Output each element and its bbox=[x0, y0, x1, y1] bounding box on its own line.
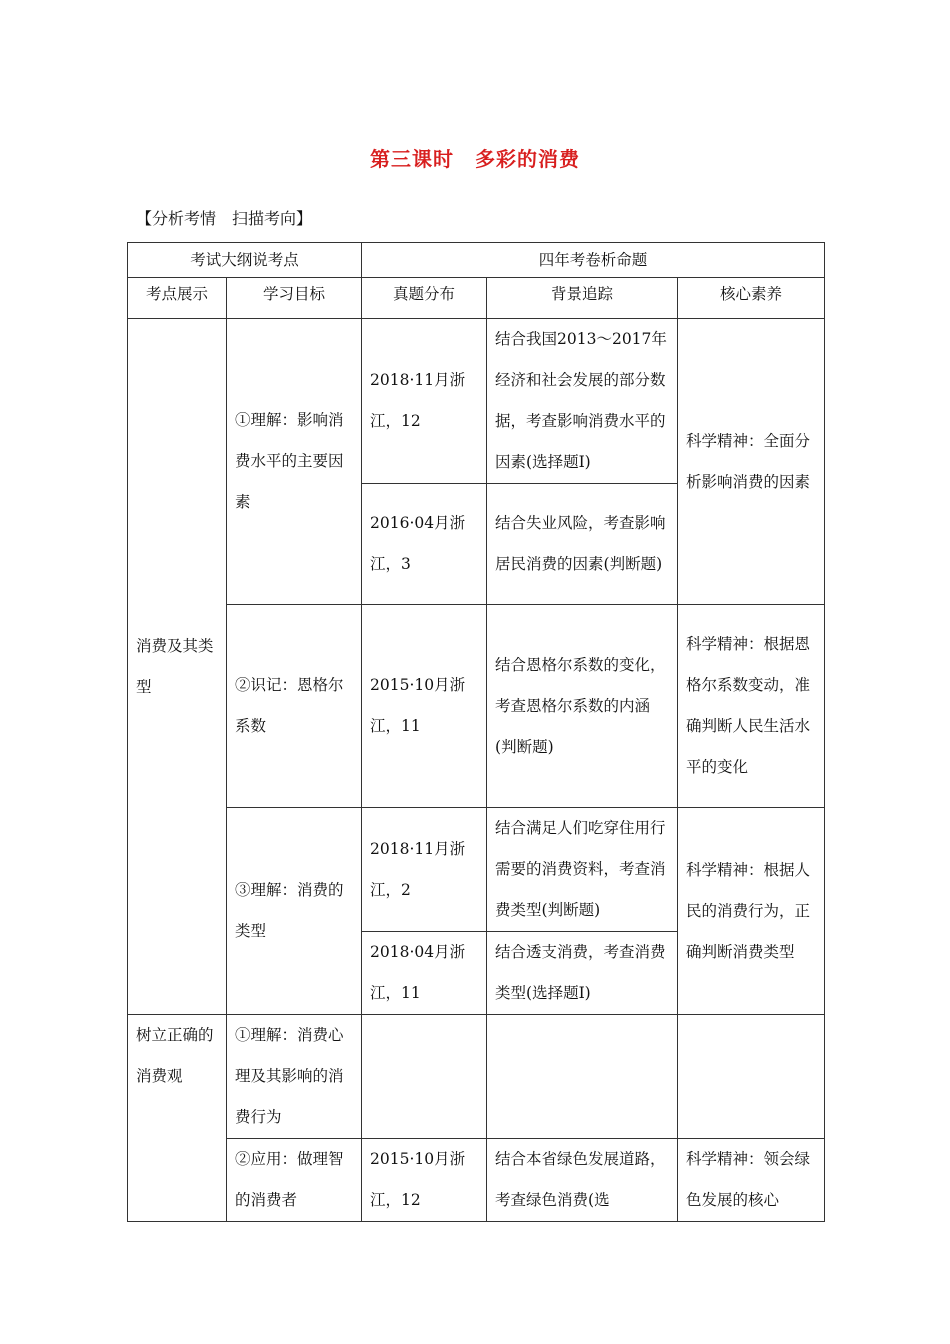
table-row bbox=[128, 808, 825, 932]
background-cell: 结合失业风险，考查影响居民消费的因素(判断题) bbox=[487, 484, 678, 605]
core-cell-empty bbox=[678, 1015, 825, 1139]
exam-cell: 2018·11月浙江，12 bbox=[362, 319, 487, 484]
col-exam: 真题分布 bbox=[362, 278, 487, 319]
core-cell: 科学精神：全面分析影响消费的因素 bbox=[678, 319, 825, 605]
header-exams: 四年考卷析命题 bbox=[362, 243, 825, 278]
goal-cell: ②应用：做理智的消费者 bbox=[227, 1139, 362, 1222]
col-background: 背景追踪 bbox=[487, 278, 678, 319]
header-row-columns bbox=[128, 278, 825, 319]
goal-cell: ③理解：消费的类型 bbox=[227, 808, 362, 1015]
core-cell: 科学精神：根据恩格尔系数变动，准确判断人民生活水平的变化 bbox=[678, 605, 825, 808]
page-title: 第三课时 多彩的消费 bbox=[370, 147, 580, 171]
goal-cell: ②识记：恩格尔系数 bbox=[227, 605, 362, 808]
table-row bbox=[128, 319, 825, 484]
header-row-group bbox=[128, 243, 825, 278]
background-cell: 结合透支消费，考查消费类型(选择题Ⅰ) bbox=[487, 932, 678, 1015]
topic-cell: 消费及其类型 bbox=[128, 319, 227, 1015]
goal-cell: ①理解：影响消费水平的主要因素 bbox=[227, 319, 362, 605]
col-goal: 学习目标 bbox=[227, 278, 362, 319]
exam-cell: 2015·10月浙江，11 bbox=[362, 605, 487, 808]
col-core: 核心素养 bbox=[678, 278, 825, 319]
exam-cell: 2015·10月浙江，12 bbox=[362, 1139, 487, 1222]
section-heading: 【分析考情 扫描考向】 bbox=[136, 209, 313, 228]
exam-cell-empty bbox=[362, 1015, 487, 1139]
exam-cell: 2018·11月浙江，2 bbox=[362, 808, 487, 932]
background-cell: 结合满足人们吃穿住用行需要的消费资料，考查消费类型(判断题) bbox=[487, 808, 678, 932]
background-cell-empty bbox=[487, 1015, 678, 1139]
core-cell: 科学精神：根据人民的消费行为，正确判断消费类型 bbox=[678, 808, 825, 1015]
table-row bbox=[128, 1139, 825, 1222]
background-cell: 结合恩格尔系数的变化，考查恩格尔系数的内涵(判断题) bbox=[487, 605, 678, 808]
table-row bbox=[128, 605, 825, 808]
exam-cell: 2016·04月浙江，3 bbox=[362, 484, 487, 605]
goal-cell: ①理解：消费心理及其影响的消费行为 bbox=[227, 1015, 362, 1139]
exam-analysis-table bbox=[127, 242, 825, 1222]
topic-cell: 树立正确的消费观 bbox=[128, 1015, 227, 1222]
header-outline: 考试大纲说考点 bbox=[128, 243, 362, 278]
exam-cell: 2018·04月浙江，11 bbox=[362, 932, 487, 1015]
table-row bbox=[128, 1015, 825, 1139]
background-cell: 结合本省绿色发展道路，考查绿色消费(选 bbox=[487, 1139, 678, 1222]
core-cell: 科学精神：领会绿色发展的核心 bbox=[678, 1139, 825, 1222]
col-topic: 考点展示 bbox=[128, 278, 227, 319]
background-cell: 结合我国2013～2017年经济和社会发展的部分数据，考查影响消费水平的因素(选择题Ⅰ) bbox=[487, 319, 678, 484]
